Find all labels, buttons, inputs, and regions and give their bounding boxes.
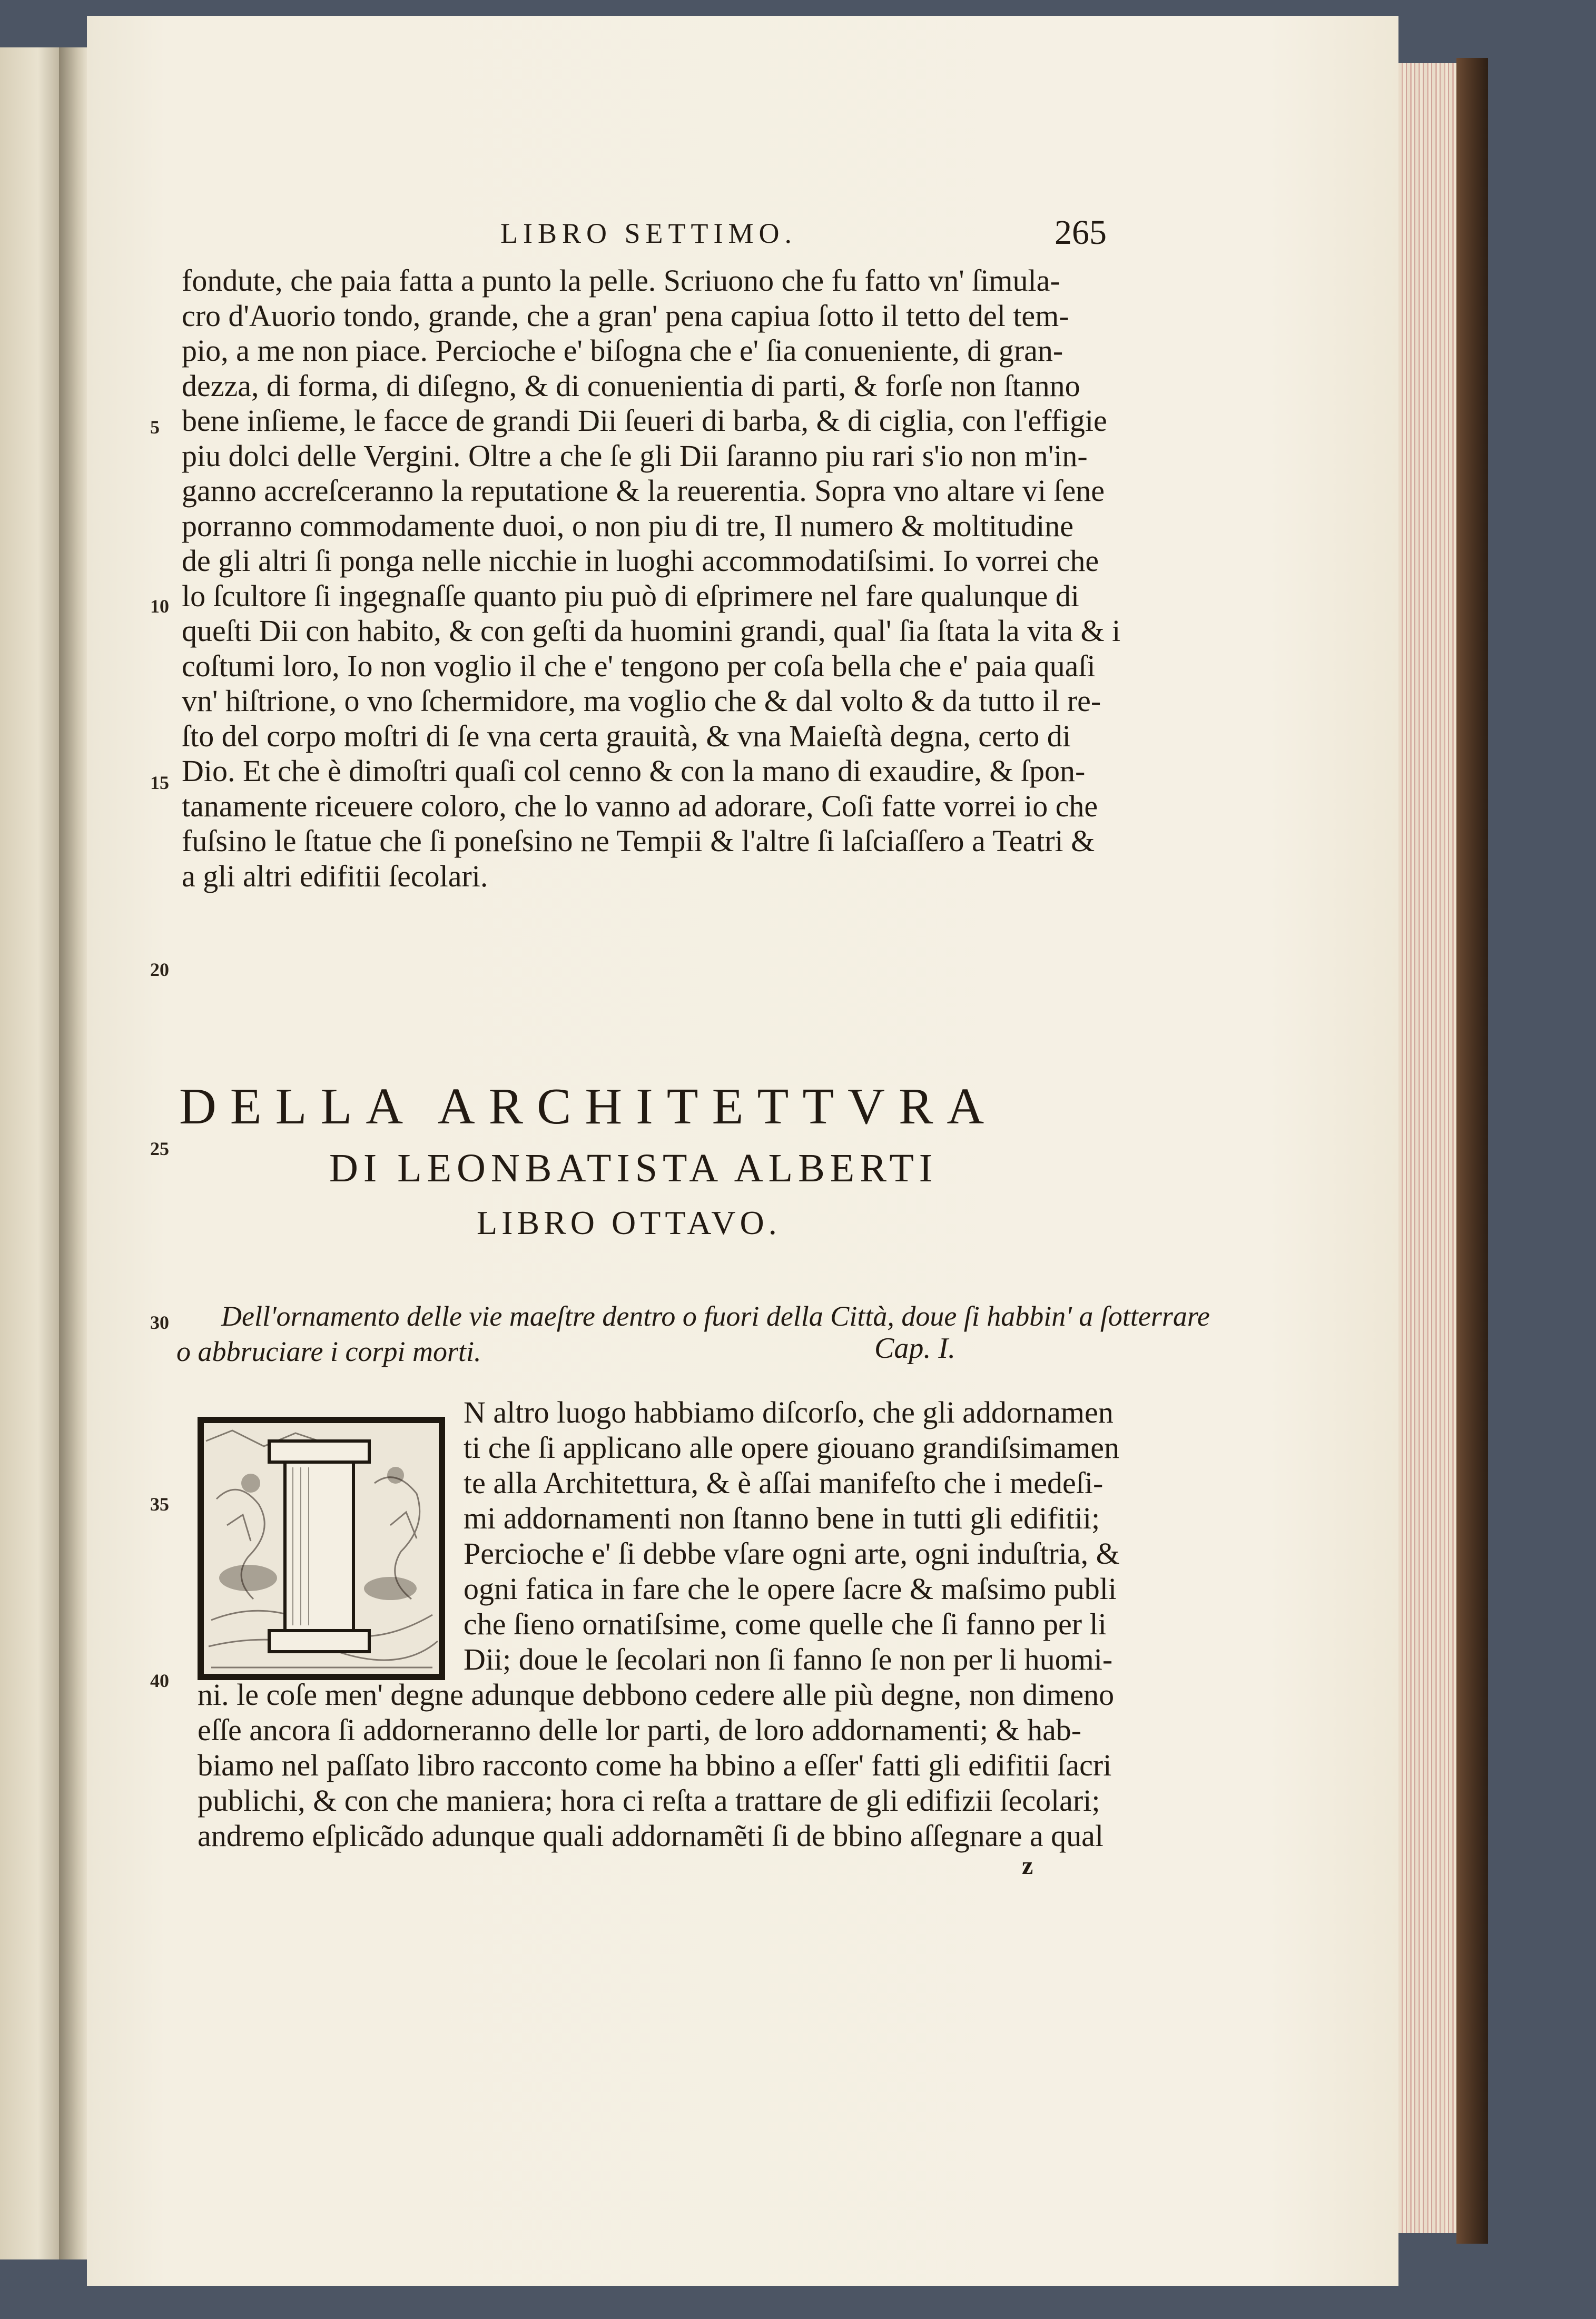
- body-line: porranno commodamente duoi, o non piu di tre, Il numero & moltitudine: [182, 508, 1073, 543]
- body-line: coſtumi loro, Io non voglio il che e' tengono per coſa bella che e' paia quaſi: [182, 648, 1096, 683]
- body-line: queſti Dii con habito, & con geſti da huomini grandi, qual' ſia ſtata la vita & i: [182, 614, 1121, 648]
- body-line: pio, a me non piace. Percioche e' biſogna che e' ſia conueniente, di gran-: [182, 333, 1063, 368]
- body-line: lo ſcultore ſi ingegnaſſe quanto piu può di eſprimere nel fare qualunque di: [182, 578, 1080, 613]
- body-line: dezza, di forma, di diſegno, & di conuenientia di parti, & forſe non ſtanno: [182, 368, 1080, 403]
- book-number: LIBRO OTTAVO.: [477, 1204, 781, 1241]
- chapter-line: ogni fatica in fare che le opere ſacre & maſsimo publi: [464, 1572, 1117, 1606]
- chapter-line: che ſieno ornatiſsime, come quelle che ſi fanno per li: [464, 1607, 1107, 1641]
- line-number: 35: [150, 1494, 169, 1515]
- chapter-line: te alla Architettura, & è aſſai manifeſto che i medeſi-: [464, 1466, 1104, 1500]
- page-number: 265: [1055, 213, 1107, 252]
- chapter-rubric: Dell'ornamento delle vie maeſtre dentro o fuori della Città, doue ſi habbin' a ſotterrare: [221, 1300, 1210, 1332]
- body-line: ſto del corpo moſtri di ſe vna certa grauità, & vna Maieſtà degna, certo di: [182, 718, 1071, 753]
- chapter-line: publichi, & con che maniera; hora ci reſta a trattare de gli edifizii ſecolari;: [198, 1783, 1100, 1818]
- chapter-opening-text: [464, 1395, 1120, 1677]
- chapter-line: Percioche e' ſi debbe vſare ogni arte, ogni induſtria, &: [464, 1536, 1120, 1571]
- body-line: fuſsino le ſtatue che ſi poneſsino ne Tempii & l'altre ſi laſciaſſero a Teatri &: [182, 824, 1095, 858]
- body-line: de gli altri ſi ponga nelle nicchie in luoghi accommodatiſsimi. Io vorrei che: [182, 544, 1099, 578]
- line-number: 20: [150, 959, 169, 980]
- line-number: 30: [150, 1312, 169, 1333]
- body-text: [182, 263, 1146, 894]
- chapter-line: andremo eſplicãdo adunque quali addornamẽti ſi de bbino aſſegnare a qual: [198, 1819, 1104, 1853]
- chapter-line: N altro luogo habbiamo diſcorſo, che gli addornamen: [464, 1395, 1114, 1429]
- book-author: DI LEONBATISTA ALBERTI: [329, 1146, 938, 1190]
- book-cover: [1456, 58, 1488, 2244]
- book-gutter: [59, 47, 91, 2259]
- line-number: 15: [150, 772, 169, 793]
- chapter-line: biamo nel paſſato libro racconto come ha bbino a eſſer' fatti gli edifitii ſacri: [198, 1748, 1112, 1782]
- line-number: 40: [150, 1670, 169, 1691]
- body-line: ganno accreſceranno la reputatione & la reuerentia. Sopra vno altare vi ſene: [182, 473, 1105, 508]
- chapter-label: Cap. I.: [874, 1332, 955, 1365]
- line-number: 10: [150, 596, 169, 617]
- line-number: 5: [150, 417, 160, 438]
- chapter-continued-text: [198, 1677, 1114, 1853]
- body-line: vn' hiſtrione, o vno ſchermidore, ma voglio che & dal volto & da tutto il re-: [182, 684, 1101, 718]
- chapter-line: ti che ſi applicano alle opere giouano grandiſsimamen: [464, 1430, 1119, 1465]
- body-line: piu dolci delle Vergini. Oltre a che ſe gli Dii ſaranno piu rari s'io non m'in-: [182, 438, 1088, 473]
- body-line: a gli altri edifitii ſecolari.: [182, 858, 488, 893]
- running-title: LIBRO SETTIMO.: [500, 218, 797, 249]
- chapter-line: Dii; doue le ſecolari non ſi fanno ſe non per li huomi-: [464, 1642, 1113, 1676]
- chapter-line: ni. le coſe men' degne adunque debbono cedere alle più degne, non dimeno: [198, 1677, 1115, 1712]
- body-line: fondute, che paia fatta a punto la pelle. Scriuono che fu fatto vn' ſimula-: [182, 263, 1060, 298]
- chapter-line: mi addornamenti non ſtanno bene in tutti gli edifitii;: [464, 1501, 1100, 1535]
- chapter-rubric-continued: o abbruciare i corpi morti.: [176, 1336, 481, 1367]
- facing-page-edge: [0, 47, 63, 2259]
- body-line: tanamente riceuere coloro, che lo vanno ad adorare, Coſi fatte vorrei io che: [182, 788, 1098, 823]
- book-title: DELLA ARCHITETTVRA: [179, 1078, 998, 1135]
- line-number: 25: [150, 1138, 169, 1159]
- chapter-line: eſſe ancora ſi addorneranno delle lor parti, de loro addornamenti; & hab-: [198, 1713, 1082, 1747]
- body-line: bene inſieme, le facce de grandi Dii ſeueri di barba, & di ciglia, con l'effigie: [182, 403, 1107, 438]
- body-line: cro d'Auorio tondo, grande, che a gran' pena capiua ſotto il tetto del tem-: [182, 298, 1069, 333]
- page-edges: [1398, 63, 1456, 2233]
- signature-mark: z: [1022, 1852, 1033, 1880]
- woodcut-illustration-icon: [201, 1420, 442, 1677]
- woodcut-initial-letter: [198, 1417, 445, 1680]
- body-line: Dio. Et che è dimoſtri quaſi col cenno & con la mano di exaudire, & ſpon-: [182, 754, 1086, 788]
